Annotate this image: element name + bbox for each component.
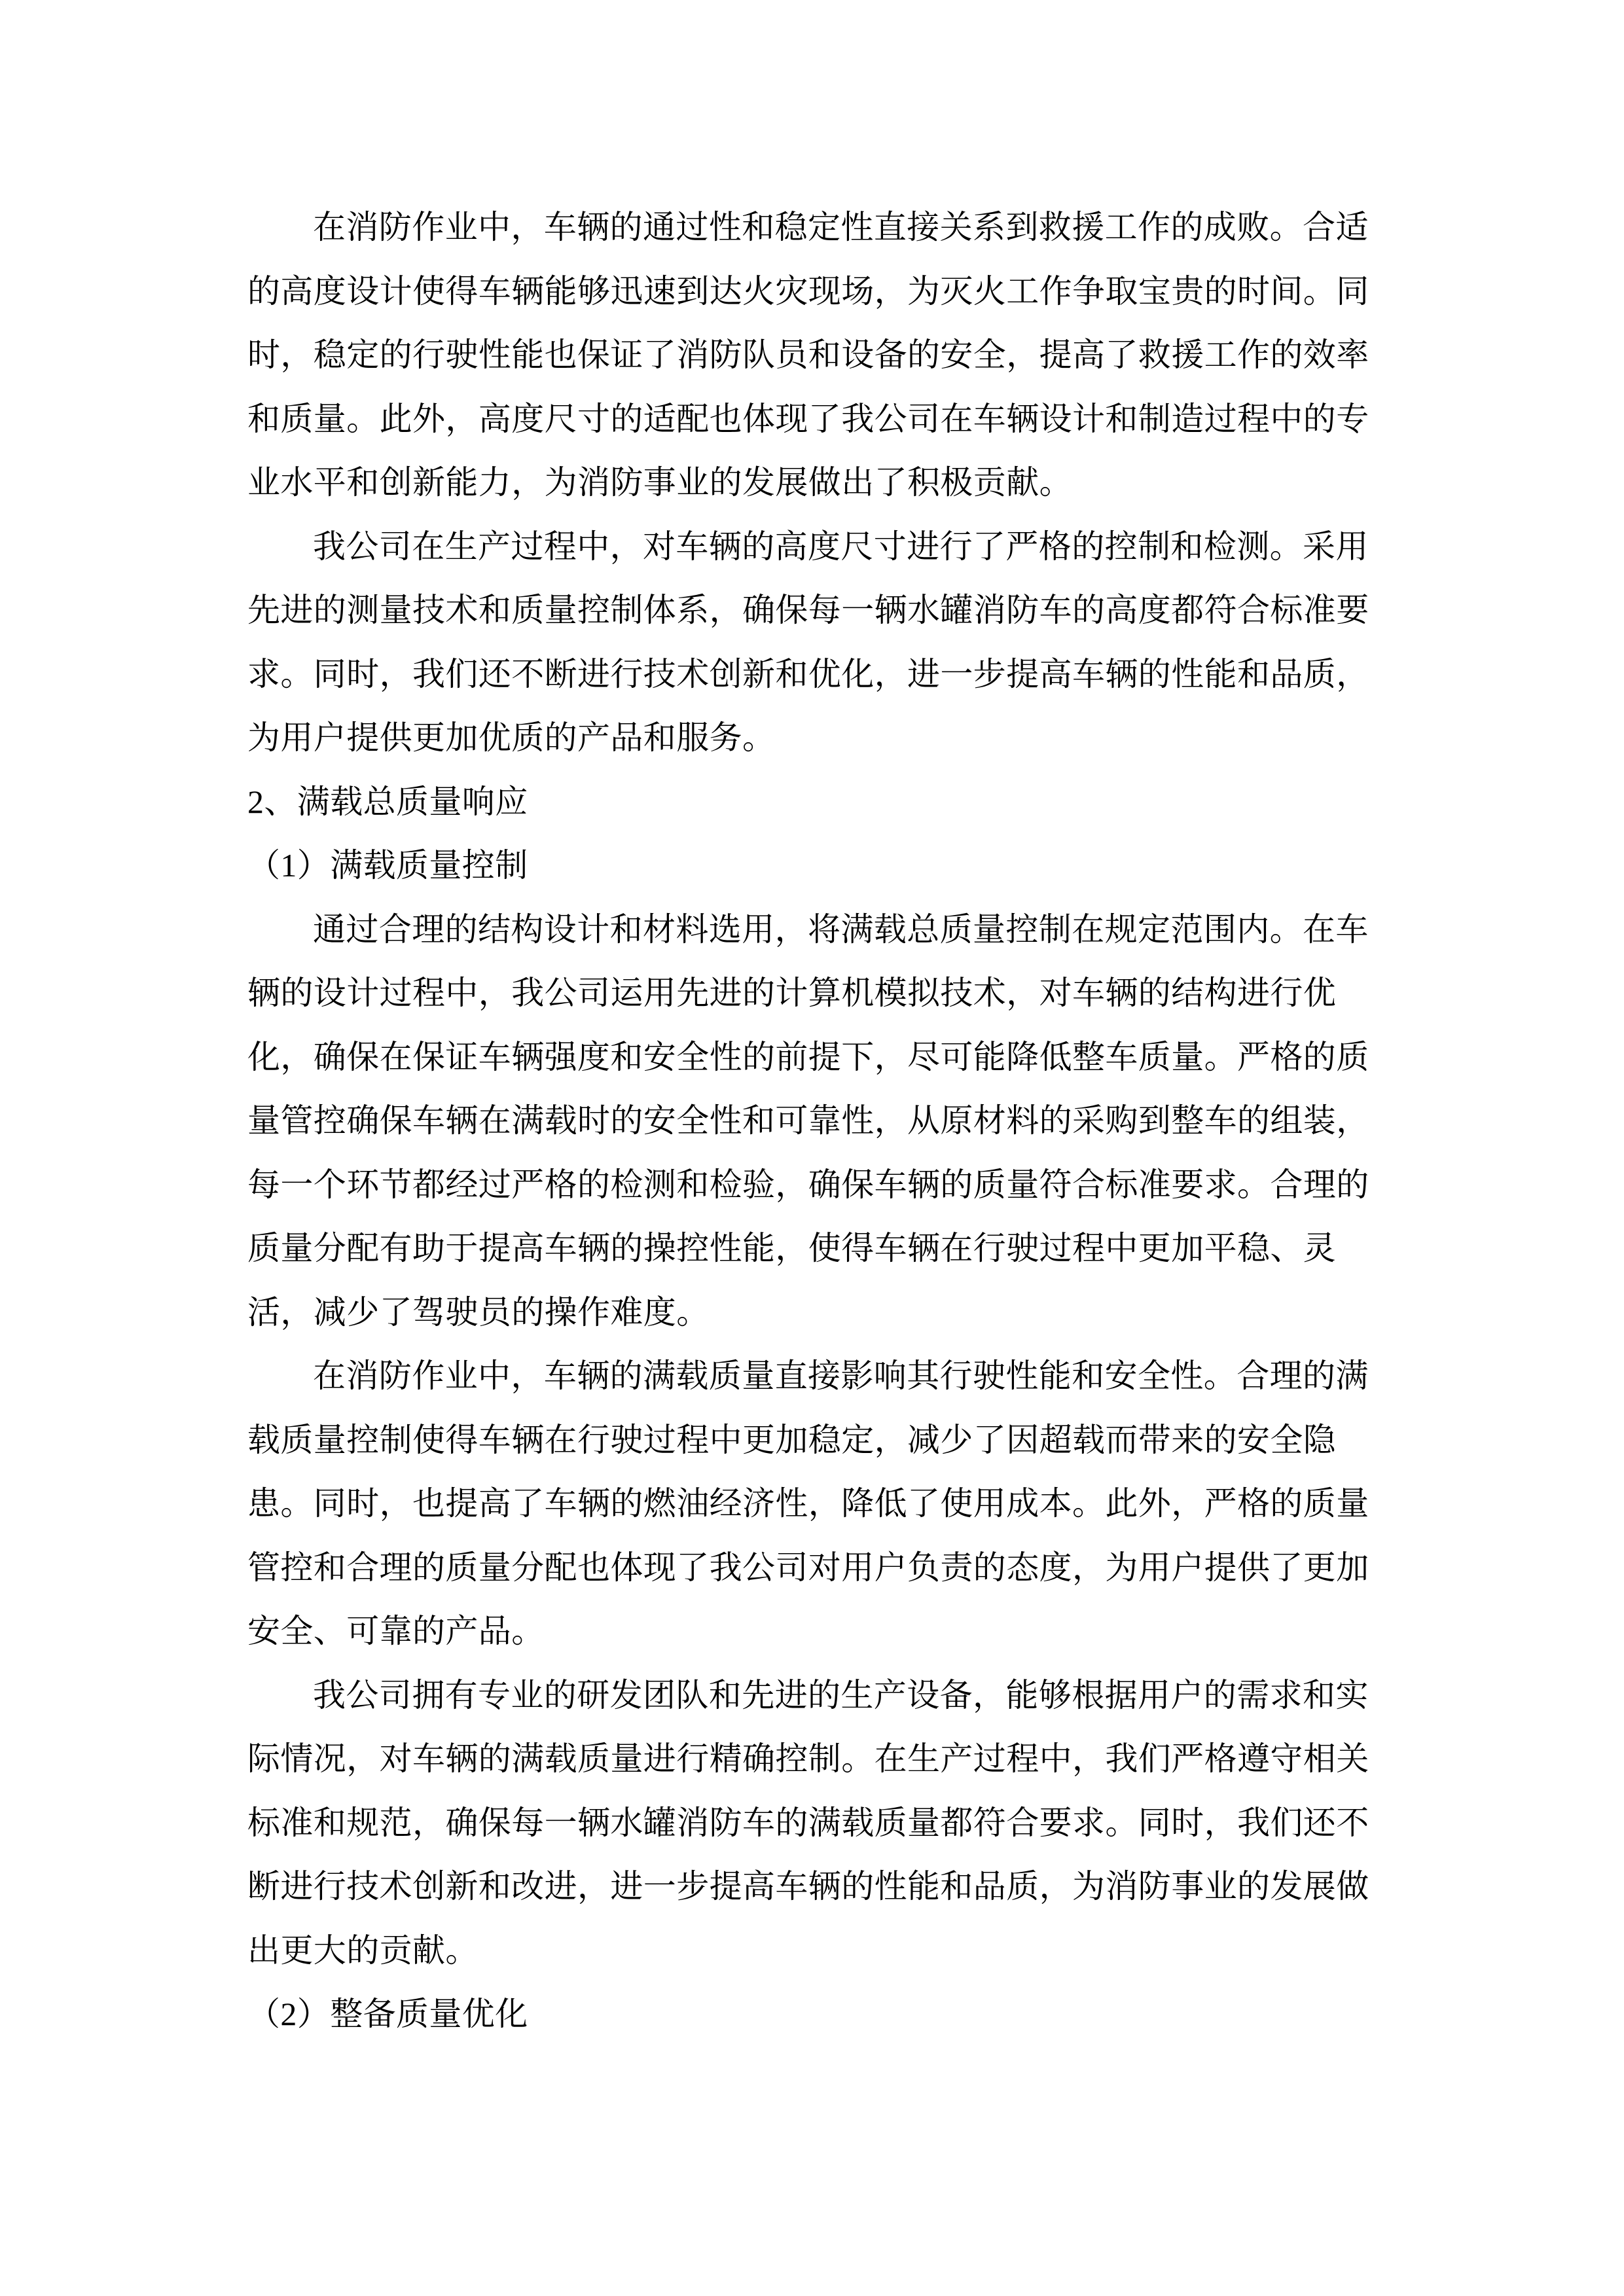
paragraph-line: 的高度设计使得车辆能够迅速到达火灾现场，为灭火工作争取宝贵的时间。同 (247, 272, 1369, 310)
paragraph-line: 时，稳定的行驶性能也保证了消防队员和设备的安全，提高了救援工作的效率 (247, 336, 1369, 373)
paragraph-line: 化，确保在保证车辆强度和安全性的前提下，尽可能降低整车质量。严格的质 (247, 1038, 1369, 1075)
paragraph-line: 先进的测量技术和质量控制体系，确保每一辆水罐消防车的高度都符合标准要 (247, 592, 1369, 628)
paragraph-line: 业水平和创新能力，为消防事业的发展做出了积极贡献。 (247, 464, 1072, 501)
paragraph-line: 求。同时，我们还不断进行技术创新和优化，进一步提高车辆的性能和品质， (247, 655, 1369, 692)
paragraph-line: 质量分配有助于提高车辆的操控性能，使得车辆在行驶过程中更加平稳、灵 (247, 1230, 1337, 1266)
section-heading (247, 770, 1370, 834)
heading-text: （1）满载质量控制 (247, 847, 528, 884)
section-heading (247, 1982, 1370, 2047)
paragraph-line: 每一个环节都经过严格的检测和检验，确保车辆的质量符合标准要求。合理的 (247, 1166, 1369, 1203)
heading-text: （2）整备质量优化 (247, 1996, 528, 2032)
paragraph-line: 我公司在生产过程中，对车辆的高度尺寸进行了严格的控制和检测。采用 (313, 528, 1369, 565)
paragraph-line: 和质量。此外，高度尺寸的适配也体现了我公司在车辆设计和制造过程中的专 (247, 400, 1369, 437)
paragraph-line: 标准和规范，确保每一辆水罐消防车的满载质量都符合要求。同时，我们还不 (247, 1804, 1369, 1841)
paragraph-line: 我公司拥有专业的研发团队和先进的生产设备，能够根据用户的需求和实 (313, 1676, 1369, 1713)
paragraph (247, 515, 1370, 770)
paragraph (247, 1344, 1370, 1664)
paragraph (247, 196, 1370, 515)
paragraph-line: 管控和合理的质量分配也体现了我公司对用户负责的态度，为用户提供了更加 (247, 1549, 1369, 1586)
paragraph-line: 量管控确保车辆在满载时的安全性和可靠性，从原材料的采购到整车的组装， (247, 1102, 1369, 1139)
paragraph (247, 898, 1370, 1345)
paragraph-line: 断进行技术创新和改进，进一步提高车辆的性能和品质，为消防事业的发展做 (247, 1868, 1369, 1905)
paragraph-line: 际情况，对车辆的满载质量进行精确控制。在生产过程中，我们严格遵守相关 (247, 1740, 1369, 1777)
paragraph-line: 通过合理的结构设计和材料选用，将满载总质量控制在规定范围内。在车 (313, 910, 1369, 948)
paragraph (247, 1664, 1370, 1983)
document-body (247, 196, 1370, 2047)
section-heading (247, 834, 1370, 898)
heading-text: 2、满载总质量响应 (247, 783, 528, 820)
paragraph-line: 在消防作业中，车辆的满载质量直接影响其行驶性能和安全性。合理的满 (313, 1357, 1369, 1394)
paragraph-line: 在消防作业中，车辆的通过性和稳定性直接关系到救援工作的成败。合适 (313, 209, 1369, 245)
paragraph-line: 为用户提供更加优质的产品和服务。 (247, 719, 776, 756)
paragraph-line: 辆的设计过程中，我公司运用先进的计算机模拟技术，对车辆的结构进行优 (247, 975, 1337, 1011)
paragraph-line: 安全、可靠的产品。 (247, 1613, 545, 1649)
paragraph-line: 活，减少了驾驶员的操作难度。 (247, 1293, 710, 1331)
paragraph-line: 出更大的贡献。 (247, 1931, 478, 1969)
paragraph-line: 患。同时，也提高了车辆的燃油经济性，降低了使用成本。此外，严格的质量 (247, 1485, 1369, 1522)
paragraph-line: 载质量控制使得车辆在行驶过程中更加稳定，减少了因超载而带来的安全隐 (247, 1421, 1337, 1458)
